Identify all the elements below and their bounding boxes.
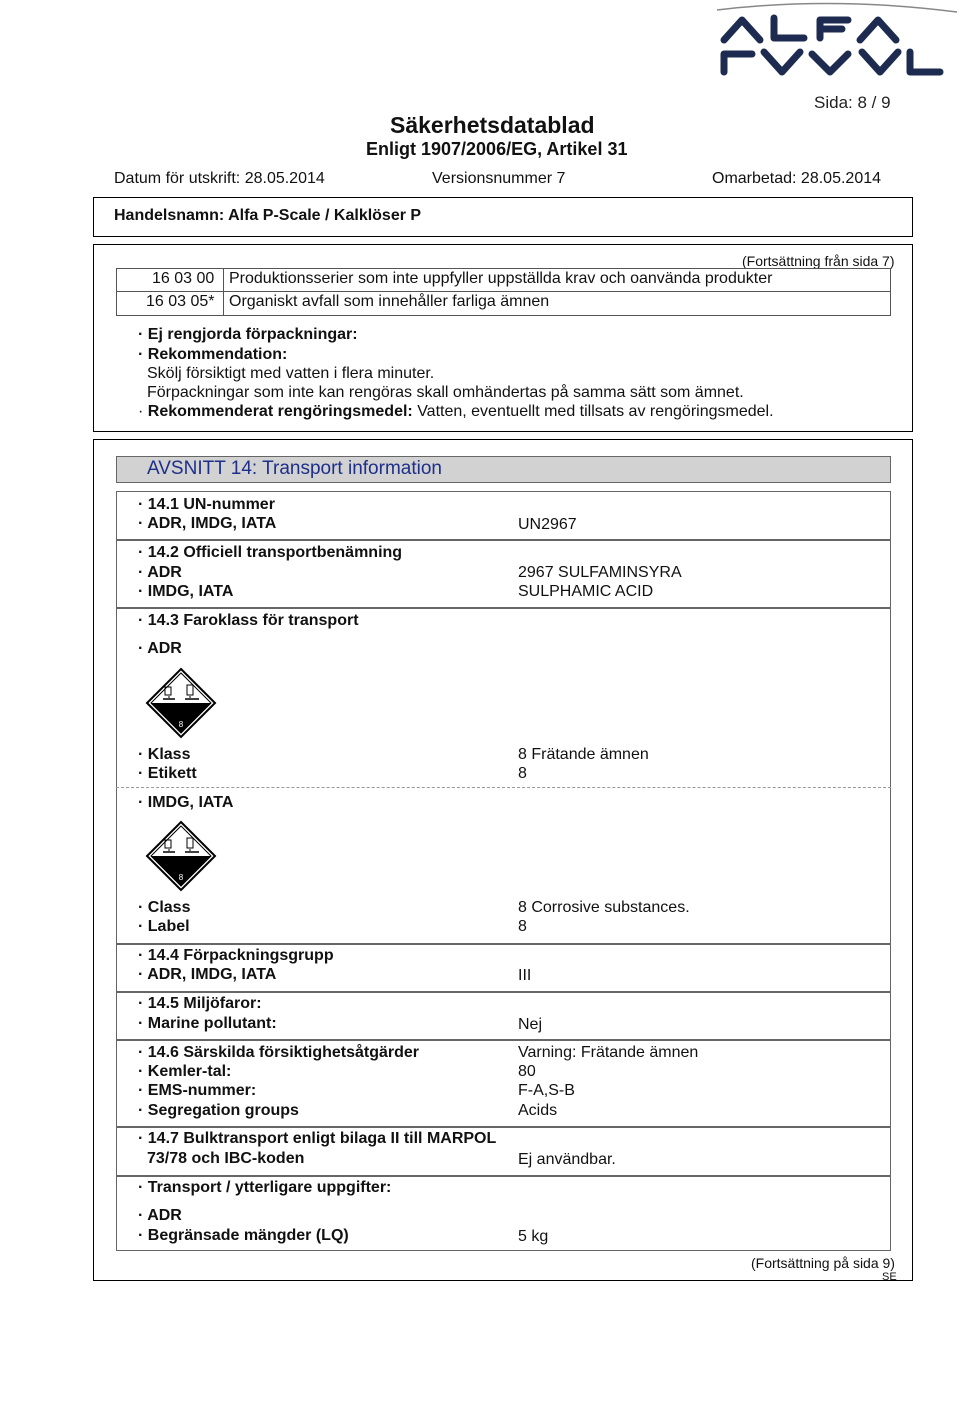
waste-table-column-line bbox=[223, 268, 224, 316]
imdg-iata-label: · IMDG, IATA bbox=[138, 794, 234, 811]
uncleaned-packaging-label: · Ej rengjorda förpackningar: bbox=[138, 326, 358, 343]
etikett-value: 8 bbox=[518, 765, 527, 782]
un-number-label: · 14.1 UN-nummer bbox=[138, 496, 275, 513]
class-en-value: 8 Corrosive substances. bbox=[518, 899, 690, 916]
special-precautions-label: · 14.6 Särskilda försiktighetsåtgärder bbox=[138, 1044, 420, 1061]
document-title: Säkerhetsdatablad bbox=[390, 112, 595, 138]
class-en-label: · Class bbox=[138, 899, 191, 916]
packing-group-value: III bbox=[518, 967, 532, 984]
segregation-value: Acids bbox=[518, 1102, 558, 1119]
ems-value: F-A,S-B bbox=[518, 1082, 575, 1099]
marine-pollutant-label: · Marine pollutant: bbox=[138, 1015, 277, 1032]
psn-imdg-value: SULPHAMIC ACID bbox=[518, 583, 654, 600]
bulk-transport-label-2: 73/78 och IBC-koden bbox=[147, 1150, 305, 1167]
segregation-label: · Segregation groups bbox=[138, 1102, 299, 1119]
klass-label: · Klass bbox=[138, 746, 191, 763]
kemler-label: · Kemler-tal: bbox=[138, 1063, 232, 1080]
page-number: Sida: 8 / 9 bbox=[814, 93, 891, 112]
special-precautions-value: Varning: Frätande ämnen bbox=[518, 1044, 699, 1061]
alfa-laval-logo bbox=[712, 2, 960, 82]
waste-description: Produktionsserier som inte uppfyller uppställda krav och oanvända produkter bbox=[229, 270, 773, 287]
continued-to-note: (Fortsättning på sida 9) bbox=[751, 1255, 895, 1271]
marine-pollutant-value: Nej bbox=[518, 1016, 543, 1033]
waste-code: 16 03 05* bbox=[146, 293, 215, 310]
psn-imdg-label: · IMDG, IATA bbox=[138, 583, 234, 600]
bulk-transport-label: · 14.7 Bulktransport enligt bilaga II till MARPOL bbox=[138, 1130, 497, 1147]
limited-quantity-label: · Begränsade mängder (LQ) bbox=[138, 1227, 349, 1244]
section-14-title: AVSNITT 14: Transport information bbox=[147, 458, 442, 479]
psn-adr-label: · ADR bbox=[138, 564, 182, 581]
klass-value: 8 Frätande ämnen bbox=[518, 746, 649, 763]
ems-label: · EMS-nummer: bbox=[138, 1082, 257, 1099]
print-date: Datum för utskrift: 28.05.2014 bbox=[114, 170, 325, 187]
recommendation-line-2: Förpackningar som inte kan rengöras skall omhändertas på samma sätt som ämnet. bbox=[147, 384, 744, 401]
continued-from-note: (Fortsättning från sida 7) bbox=[742, 253, 895, 269]
etikett-label: · Etikett bbox=[138, 765, 197, 782]
packing-group-label: · 14.4 Förpackningsgrupp bbox=[138, 947, 334, 964]
waste-code: 16 03 00 bbox=[152, 270, 215, 287]
packing-group-modes: · ADR, IMDG, IATA bbox=[138, 966, 277, 983]
revision-date: Omarbetad: 28.05.2014 bbox=[712, 170, 882, 187]
un-number-value: UN2967 bbox=[518, 516, 577, 533]
svg-text:8: 8 bbox=[178, 720, 184, 729]
proper-shipping-name-label: · 14.2 Officiell transportbenämning bbox=[138, 544, 403, 561]
version-number: Versionsnummer 7 bbox=[432, 170, 566, 187]
label-en-label: · Label bbox=[138, 918, 190, 935]
limited-quantity-value: 5 kg bbox=[518, 1228, 549, 1245]
extra-adr-label: · ADR bbox=[138, 1207, 182, 1224]
extra-info-label: · Transport / ytterligare uppgifter: bbox=[138, 1179, 392, 1196]
waste-table-divider bbox=[116, 291, 891, 292]
kemler-value: 80 bbox=[518, 1063, 536, 1080]
dashed-separator bbox=[116, 787, 891, 788]
hazard-class-box bbox=[116, 608, 891, 944]
language-code: SE bbox=[882, 1271, 897, 1283]
un-modes-label: · ADR, IMDG, IATA bbox=[138, 515, 277, 532]
corrosive-pictogram-icon bbox=[145, 820, 217, 892]
psn-adr-value: 2967 SULFAMINSYRA bbox=[518, 564, 682, 581]
regulation-subtitle: Enligt 1907/2006/EG, Artikel 31 bbox=[366, 139, 628, 159]
recommendation-line-1: Skölj försiktigt med vatten i flera minuter. bbox=[147, 365, 435, 382]
recommendation-label: · Rekommendation: bbox=[138, 346, 288, 363]
adr-label: · ADR bbox=[138, 640, 182, 657]
cleaning-agent: · Rekommenderat rengöringsmedel: Vatten, eventuellt med tillsats av rengöringsmedel. bbox=[138, 403, 774, 420]
corrosive-pictogram-icon bbox=[145, 667, 217, 739]
waste-description: Organiskt avfall som innehåller farliga ämnen bbox=[229, 293, 550, 310]
label-en-value: 8 bbox=[518, 918, 527, 935]
hazard-class-label: · 14.3 Faroklass för transport bbox=[138, 612, 359, 629]
trade-name: Handelsnamn: Alfa P-Scale / Kalklöser P bbox=[114, 207, 422, 224]
bulk-transport-value: Ej användbar. bbox=[518, 1151, 616, 1168]
svg-text:8: 8 bbox=[178, 873, 184, 882]
environmental-label: · 14.5 Miljöfaror: bbox=[138, 995, 262, 1012]
